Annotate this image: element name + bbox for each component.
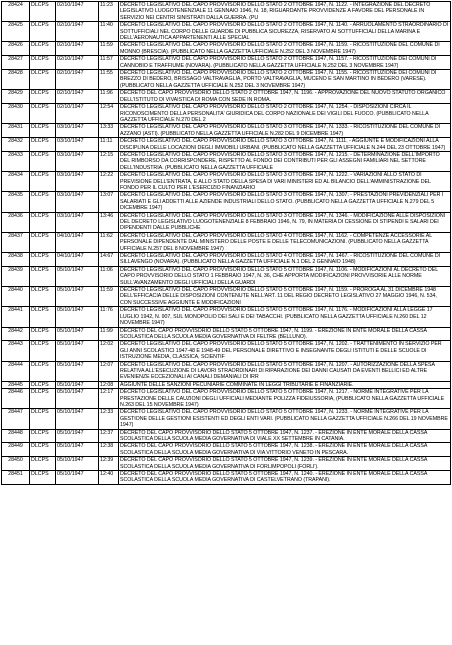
act-date: 05/10/1947 xyxy=(56,457,99,471)
act-description: DECRETO DEL CAPO PROVVISORIO DELLO STATO 5 OTTOBRE 1947, N. 1239. - EREZIONE IN ENTE MORALE DELLA CASSA SCOLASTICA DELLA SCUOLA MEDIA GOVERNATIVA DI FORLIMPOPOLI (FORLI'). xyxy=(119,457,451,471)
act-description: DECRETO LEGISLATIVO DEL CAPO PROVVISORIO DELLO STATO 2 OTTOBRE 1947, N. 1155. - RICOSTITUZIONE DEI COMUNI DI BREZZO DI BEDERO, BRISSAGO VALTRAVAGLIA, PORTO VALTRAVAGLIA, MUCENO E SAN MARTINO IN BEDERO (VARESE). (PUBBLICATO NELLA GAZZETTA UFFICIALE N.252 DEL 3 NOVEMBRE 1947) xyxy=(119,70,451,90)
record-number: 28434 xyxy=(2,172,30,192)
act-description: DECRETO LEGISLATIVO DEL CAPO PROVVISORIO DELLO STATO 5 OTTOBRE 1947, N. 1217. - NORME INTEGRATIVE PER LA PRESTAZIONE DELLE CAUZIONI DEGLI UFFICIALI MEDIANTE POLIZZA FIDEIUSSORIA, (PUBBLICATO NELLA GAZZETTA UFFICIALE N.263 DEL 15 NOVEMBRE 1947) xyxy=(119,389,451,409)
act-code: 13:07 xyxy=(99,192,119,212)
act-code: 11:11 xyxy=(99,138,119,152)
record-number: 28433 xyxy=(2,151,30,171)
decree-register-table xyxy=(1,1,451,485)
act-type: DLCPS xyxy=(30,327,56,341)
act-description: DECRETO LEGISLATIVO DEL CAPO PROVVISORIO DELLO STATO 3 OTTOBRE 1947, N. 1307. - PRESTAZIONI PREVIDENZIALI PER I SALARIATI E GLI ADDETTI ALLE AZIENDE INDUSTRIALI DELLO STATO. (PUBBLICATO NELLA GAZZETTA UFFICIALE N.279 DEL 5 DICEMBRE 1947) xyxy=(119,192,451,212)
table-row xyxy=(2,429,451,443)
act-code: 12:17 xyxy=(99,389,119,409)
act-date: 03/10/1947 xyxy=(56,124,99,138)
act-description: DECRETO DEL CAPO PROVVISORIO DELLO STATO 5 OTTOBRE 1947, N. 1199. - EREZIONE IN ENTE MORALE DELLA CASSA SCOLASTICA DELLA SCUOLA MEDIA GOVERNATIVA DI FELTRE (BELLUNO). xyxy=(119,327,451,341)
act-description: DECRETO DEL CAPO PROVVISORIO DELLO STATO 2 OTTOBRE 1947, N. 1196. - APPROVAZIONE DEL NUOVO STATUTO ORGANICO DELL'ISTITUTO DI VIVAISTICA DI ROMA CON SEDE IN ROMA. xyxy=(119,90,451,104)
act-description: DECRETO DEL CAPO PROVVISORIO DELLO STATO 5 OTTOBRE 1947, N. 1237. - EREZIONE IN ENTE MORALE DELLA CASSA SCOLASTICA DELLA SCUOLA MEDIA GOVERNATIVA DI VIALE XX SETTEMBRE IN CATANIA. xyxy=(119,429,451,443)
act-description: DECRETO LEGISLATIVO DEL CAPO PROVVISORIO DELLO STATO 2 OTTOBRE 1947, N. 1254. - DISPOSIZIONI CIRCA IL RICONOSCIMENTO DELLA PERSONALITA' GIURIDICA DEL CORPO NAZIONALE DEI VIGILI DEL FUOCO. (PUBBLICATO NELLA GAZZETTA UFFICIALE N.270 DEL 2 xyxy=(119,104,451,124)
table-row xyxy=(2,457,451,471)
act-type: DLCPS xyxy=(30,232,56,252)
act-code: 11:96 xyxy=(99,90,119,104)
act-code: 13:33 xyxy=(99,124,119,138)
act-type: DLCPS xyxy=(30,381,56,388)
act-date: 05/10/1947 xyxy=(56,341,99,361)
act-code: 11:99 xyxy=(99,327,119,341)
table-row xyxy=(2,471,451,485)
act-type: DLCPS xyxy=(30,429,56,443)
act-date: 05/10/1947 xyxy=(56,327,99,341)
act-date: 03/10/1947 xyxy=(56,151,99,171)
act-code: 11:06 xyxy=(99,266,119,286)
table-row xyxy=(2,104,451,124)
record-number: 28424 xyxy=(2,2,30,22)
record-number: 28449 xyxy=(2,443,30,457)
table-row xyxy=(2,212,451,232)
record-number: 28436 xyxy=(2,212,30,232)
table-row xyxy=(2,266,451,286)
record-number: 28450 xyxy=(2,457,30,471)
act-date: 05/10/1947 xyxy=(56,471,99,485)
act-type: DLCPS xyxy=(30,22,56,42)
act-date: 02/10/1947 xyxy=(56,104,99,124)
table-row xyxy=(2,341,451,361)
act-date: 02/10/1947 xyxy=(56,22,99,42)
act-code: 11:59 xyxy=(99,287,119,307)
table-row xyxy=(2,327,451,341)
act-description: DECRETO LEGISLATIVO DEL CAPO PROVVISORIO DELLO STATO 2 OTTOBRE 1947, N. 1157. - RICOSTITUZIONE DEI COMUNI DI CANNOBIO E TRAFFIUME (NOVARA). (PUBBLICATO NELLA GAZZETTA UFFICIALE N.252 DEL 3 NOVEMBRE 1947) xyxy=(119,56,451,70)
table-row xyxy=(2,70,451,90)
act-date: 02/10/1947 xyxy=(56,42,99,56)
act-code: 12:33 xyxy=(99,409,119,429)
act-date: 02/10/1947 xyxy=(56,70,99,90)
decree-register-body xyxy=(2,2,451,485)
act-type: DLCPS xyxy=(30,172,56,192)
table-row xyxy=(2,172,451,192)
record-number: 28432 xyxy=(2,138,30,152)
act-type: DLCPS xyxy=(30,389,56,409)
record-number: 28444 xyxy=(2,361,30,381)
act-code: 12:22 xyxy=(99,172,119,192)
record-number: 28427 xyxy=(2,56,30,70)
act-code: 11:57 xyxy=(99,56,119,70)
record-number: 28431 xyxy=(2,124,30,138)
act-description: DECRETO DEL CAPO PROVVISORIO DELLO STATO 5 OTTOBRE 1947, N. 1240. - EREZIONE IN ENTE MORALE DELLA CASSA SCOLASTICA DELLA SCUOLA MEDIA GOVERNATIVA DI CASTELVETRANO (TRAPANI). xyxy=(119,471,451,485)
act-date: 03/10/1947 xyxy=(56,172,99,192)
act-date: 05/10/1947 xyxy=(56,266,99,286)
act-date: 03/10/1947 xyxy=(56,192,99,212)
act-date: 05/10/1947 xyxy=(56,429,99,443)
act-code: 12:08 xyxy=(99,381,119,388)
table-row xyxy=(2,409,451,429)
act-description: DECRETO LEGISLATIVO DEL CAPO PROVVISORIO DELLO STATO 3 OTTOBRE 1947, N. 1111. - AGGIUNTE E MODIFICAZIONI ALLA DISCIPLINA DELLE LOCAZIONI DEGLI IMMOBILI URBANI. (PUBBLICATO NELLA GAZZETTA UFFICIALE N.244 DEL 23 OTTOBRE 1947) xyxy=(119,138,451,152)
table-row xyxy=(2,56,451,70)
table-row xyxy=(2,287,451,307)
act-date: 05/10/1947 xyxy=(56,409,99,429)
act-type: DLCPS xyxy=(30,361,56,381)
act-description: DECRETO LEGISLATIVO DEL CAPO PROVVISORIO DELLO STATO 5 OTTOBRE 1947, N. 1159. - PROROGA AL 31 DICEMBRE 1948 DELL'EFFICACIA DELLE DISPOSIZIONI CONTENUTE NELL'ART. 11 DEL REGIO DECRETO LEGISLATIVO 27 MAGGIO 1946, N. 534, CON SUCCESSIVE AGGIUNTE E MODIFICAZIONI xyxy=(119,287,451,307)
act-description: DECRETO LEGISLATIVO DEL CAPO PROVVISORIO DELLO STATO 2 OTTOBRE 1947, N. 1122. - INTEGRAZIONE DEL DECRETO LEGISLATIVO LUOGOTENENZIALE 11 GENNAIO 1946, N. 18, RIGUARDANTE PROVVIDENZE A FAVORE DEL PERSONALE IN SERVIZIO NEI CENTRI SINISTRATI DALLA GUERRA. (PU xyxy=(119,2,451,22)
act-code: 12:40 xyxy=(99,471,119,485)
record-number: 28425 xyxy=(2,22,30,42)
table-row xyxy=(2,138,451,152)
record-number: 28426 xyxy=(2,42,30,56)
act-date: 05/10/1947 xyxy=(56,443,99,457)
record-number: 28428 xyxy=(2,70,30,90)
table-row xyxy=(2,2,451,22)
act-type: DLCPS xyxy=(30,56,56,70)
record-number: 28448 xyxy=(2,429,30,443)
act-date: 05/10/1947 xyxy=(56,381,99,388)
act-description: DECRETO LEGISLATIVO DEL CAPO PROVVISORIO DELLO STATO 2 OTTOBRE 1947, N. 1159. - RICOSTITUZIONE DEL COMUNE DI MONNO (BRESCIA). (PUBBLICATO NELLA GAZZETTA UFFICIALE N.252 DEL 3 NOVEMBRE 1947) xyxy=(119,42,451,56)
act-code: 11:59 xyxy=(99,42,119,56)
record-number: 28445 xyxy=(2,381,30,388)
act-type: DLCPS xyxy=(30,266,56,286)
table-row xyxy=(2,42,451,56)
act-date: 02/10/1947 xyxy=(56,2,99,22)
act-date: 05/10/1947 xyxy=(56,389,99,409)
table-row xyxy=(2,151,451,171)
act-description: DECRETO LEGISLATIVO DEL CAPO PROVVISORIO DELLO STATO 4 OTTOBRE 1947, N. 1467. - RICOSTITUZIONE DEL COMUNE DI SILLAVENGO (NOVARA). (PUBBLICATO NELLA GAZZETTA UFFICIALE N.1 DEL 2 GENNAIO 1948) xyxy=(119,253,451,267)
record-number: 28440 xyxy=(2,287,30,307)
act-type: DLCPS xyxy=(30,2,56,22)
act-date: 04/10/1947 xyxy=(56,232,99,252)
record-number: 28451 xyxy=(2,471,30,485)
act-code: 12:15 xyxy=(99,151,119,171)
act-description: DECRETO DEL CAPO PROVVISORIO DELLO STATO 5 OTTOBRE 1947, N. 1238. - EREZIONE IN ENTE MORALE DELLA CASSA SCOLASTICA DELLA SCUOLA MEDIA GOVERNATIVA DI VIA VITTORIO VENETO IN PESCARA. xyxy=(119,443,451,457)
act-code: 13:46 xyxy=(99,212,119,232)
act-description: DECRETO LEGISLATIVO DEL CAPO PROVVISORIO DELLO STATO 5 OTTOBRE 1947, N. 1176. - MODIFICAZIONI ALLA LEGGE 17 LUGLIO 1942, N. 907, SUL MONOPOLIO DEI SALI E DEI TABACCHI. (PUBBLICATO NELLA GAZZETTA UFFICIALE N.260 DEL 12 NOVEMBRE 1947) xyxy=(119,307,451,327)
act-type: DLCPS xyxy=(30,42,56,56)
act-code: 14:67 xyxy=(99,253,119,267)
act-description: DECRETO LEGISLATIVO DEL CAPO PROVVISORIO DELLO STATO 3 OTTOBRE 1947, N. 1215. - DETERMINAZIONE DELL'IMPORTO DEL RIMBORSO DA CORRISPONDERE, RISPETTO AL FONDO DEI CONTRIBUTI PER GLI ASSEGNI FAMILIARI NEL SETTORE DELL'INDUSTRIA. (PUBBLICATO NELLA GAZZETTA UFFICIALE xyxy=(119,151,451,171)
act-date: 02/10/1947 xyxy=(56,90,99,104)
record-number: 28429 xyxy=(2,90,30,104)
table-row xyxy=(2,232,451,252)
act-type: DLCPS xyxy=(30,409,56,429)
table-row xyxy=(2,192,451,212)
act-type: DLCPS xyxy=(30,253,56,267)
act-type: DLCPS xyxy=(30,151,56,171)
act-date: 04/10/1947 xyxy=(56,253,99,267)
act-type: DLCPS xyxy=(30,212,56,232)
record-number: 28443 xyxy=(2,341,30,361)
act-description: DECRETO LEGISLATIVO DEL CAPO PROVVISORIO DELLO STATO 3 OTTOBRE 1947, N. 1346. - MODIFICAZIONE ALLE DISPOSIZIONI DEL DECRETO LEGISLATIVO LUOGOTENENZIALE 8 FEBBRAIO 1946, N. 79, IN MATERIA DI CESSIONE DI STIPENDI E SALARI DEI DIPENDENTI DALLE PUBBLICHE xyxy=(119,212,451,232)
act-type: DLCPS xyxy=(30,104,56,124)
act-type: DLCPS xyxy=(30,457,56,471)
act-code: 11:55 xyxy=(99,70,119,90)
act-type: DLCPS xyxy=(30,138,56,152)
table-row xyxy=(2,361,451,381)
record-number: 28439 xyxy=(2,266,30,286)
table-row xyxy=(2,381,451,388)
record-number: 28441 xyxy=(2,307,30,327)
act-description: AGGIUNTE DELLE SANZIONI PECUNIARIE COMMINATE IN LEGGI TRIBUTARIE E FINANZIARIE. xyxy=(119,381,451,388)
table-row xyxy=(2,90,451,104)
act-code: 11:62 xyxy=(99,232,119,252)
act-code: 12:54 xyxy=(99,104,119,124)
act-description: DECRETO LEGISLATIVO DEL CAPO PROVVISORIO DELLO STATO 2 OTTOBRE 1947, N. 1140. - ARRUOLAMENTO STRAORDINARIO DI SOTTUFFICIALI NEL CORPO DELLE GUARDIE DI PUBBLICA SICUREZZA, RISERVATO AI SOTTUFFICIALI DELLA MARINA E DELL'AERONAUTICA APPARTENENTI ALLE SPECIAL xyxy=(119,22,451,42)
act-code: 12:39 xyxy=(99,457,119,471)
act-code: 11:23 xyxy=(99,2,119,22)
act-description: DECRETO LEGISLATIVO DEL CAPO PROVVISORIO DELLO STATO 5 OTTOBRE 1947, N. 1202. - TRATTENIMENTO IN SERVIZIO PER GLI ANNI SCOLASTICI 1947-48 E 1948-49 DEL PERSONALE DIRETTIVO E INSEGNANTE DEGLI ISTITUTI E DELLE SCUOLE DI ISTRUZIONE MEDIA, CLASSICA, SCIENTIF xyxy=(119,341,451,361)
act-description: DECRETO LEGISLATIVO DEL CAPO PROVVISORIO DELLO STATO 5 OTTOBRE 1947, N. 1106. - MODIFICAZIONI AL DECRETO DEL CAPO PROVVISORIO DELLO STATO 1 FEBBRAIO 1947, N. 36, CHE APPORTA MODIFICAZIONI PROVVISORIE ALLE NORME SULL'AVANZAMENTO DEGLI UFFICIALI DELLA GUARDI xyxy=(119,266,451,286)
table-row xyxy=(2,389,451,409)
act-code: 12:38 xyxy=(99,443,119,457)
record-number: 28435 xyxy=(2,192,30,212)
act-type: DLCPS xyxy=(30,70,56,90)
act-type: DLCPS xyxy=(30,124,56,138)
act-code: 11:76 xyxy=(99,307,119,327)
act-type: DLCPS xyxy=(30,192,56,212)
act-type: DLCPS xyxy=(30,287,56,307)
act-date: 05/10/1947 xyxy=(56,287,99,307)
record-number: 28430 xyxy=(2,104,30,124)
record-number: 28442 xyxy=(2,327,30,341)
act-type: DLCPS xyxy=(30,307,56,327)
act-description: DECRETO LEGISLATIVO DEL CAPO PROVVISORIO DELLO STATO 5 OTTOBRE 1947, N. 1207. - AUTORIZZAZIONE DELLA SPESA RELATIVA ALL'ESECUZIONE DI LAVORI STRAORDINARI DI RIPARAZIONE DEI DANNI CAUSATI DA EVENTI BELLICI ED ALTRE EVENIENZE ECCEZIONALI AI CANALI DEMANIALI DI IRR xyxy=(119,361,451,381)
act-type: DLCPS xyxy=(30,471,56,485)
act-date: 05/10/1947 xyxy=(56,307,99,327)
act-description: DECRETO LEGISLATIVO DEL CAPO PROVVISORIO DELLO STATO 5 OTTOBRE 1947, N. 1233. - NORME INTEGRATIVE PER LA GESTIONE DELLE GESTIONI ESISTENTI ED DEGLI ENTI VARI. (PUBBLICATO NELLA GAZZETTA UFFICIALE N.266 DEL 19 NOVEMBRE 1947) xyxy=(119,409,451,429)
act-code: 12:37 xyxy=(99,429,119,443)
table-row xyxy=(2,22,451,42)
act-code: 12:02 xyxy=(99,341,119,361)
table-row xyxy=(2,443,451,457)
act-date: 02/10/1947 xyxy=(56,56,99,70)
record-number: 28447 xyxy=(2,409,30,429)
act-date: 05/10/1947 xyxy=(56,361,99,381)
act-type: DLCPS xyxy=(30,341,56,361)
act-code: 11:40 xyxy=(99,22,119,42)
act-date: 03/10/1947 xyxy=(56,138,99,152)
act-type: DLCPS xyxy=(30,90,56,104)
act-description: DECRETO LEGISLATIVO DEL CAPO PROVVISORIO DELLO STATO 3 OTTOBRE 1947, N. 1222. - VARIAZIONI ALLO STATO DI PREVISIONE DELL'ENTRATA, E ALLO STATO DELLA SPESA DI VARI MINISTERI ED AL BILANCIO DELL'AMMINISTRAZIONE DEL FONDO PER IL CULTO PER L'ESERCIZIO FINANZIARIO xyxy=(119,172,451,192)
table-row xyxy=(2,124,451,138)
act-date: 03/10/1947 xyxy=(56,212,99,232)
record-number: 28446 xyxy=(2,389,30,409)
record-number: 28438 xyxy=(2,253,30,267)
act-type: DLCPS xyxy=(30,443,56,457)
act-description: DECRETO LEGISLATIVO DEL CAPO PROVVISORIO DELLO STATO 4 OTTOBRE 1947, N. 1162. - COMPETENZE ACCESSORIE AL PERSONALE DIPENDENTE DAL MINISTERO DELLE POSTE E DELLE TELECOMUNICAZIONI. (PUBBLICATO NELLA GAZZETTA UFFICIALE N.257 DEL 8 NOVEMBRE 1947) xyxy=(119,232,451,252)
table-row xyxy=(2,253,451,267)
table-row xyxy=(2,307,451,327)
act-code: 12:07 xyxy=(99,361,119,381)
act-description: DECRETO LEGISLATIVO DEL CAPO PROVVISORIO DELLO STATO 3 OTTOBRE 1947, N. 1333. - RICOSTITUZIONE DEL COMUNE DI AZZANO (ASTI). (PUBBLICATO NELLA GAZZETTA UFFICIALE N.282 DEL 9 DICEMBRE 1947) xyxy=(119,124,451,138)
record-number: 28437 xyxy=(2,232,30,252)
